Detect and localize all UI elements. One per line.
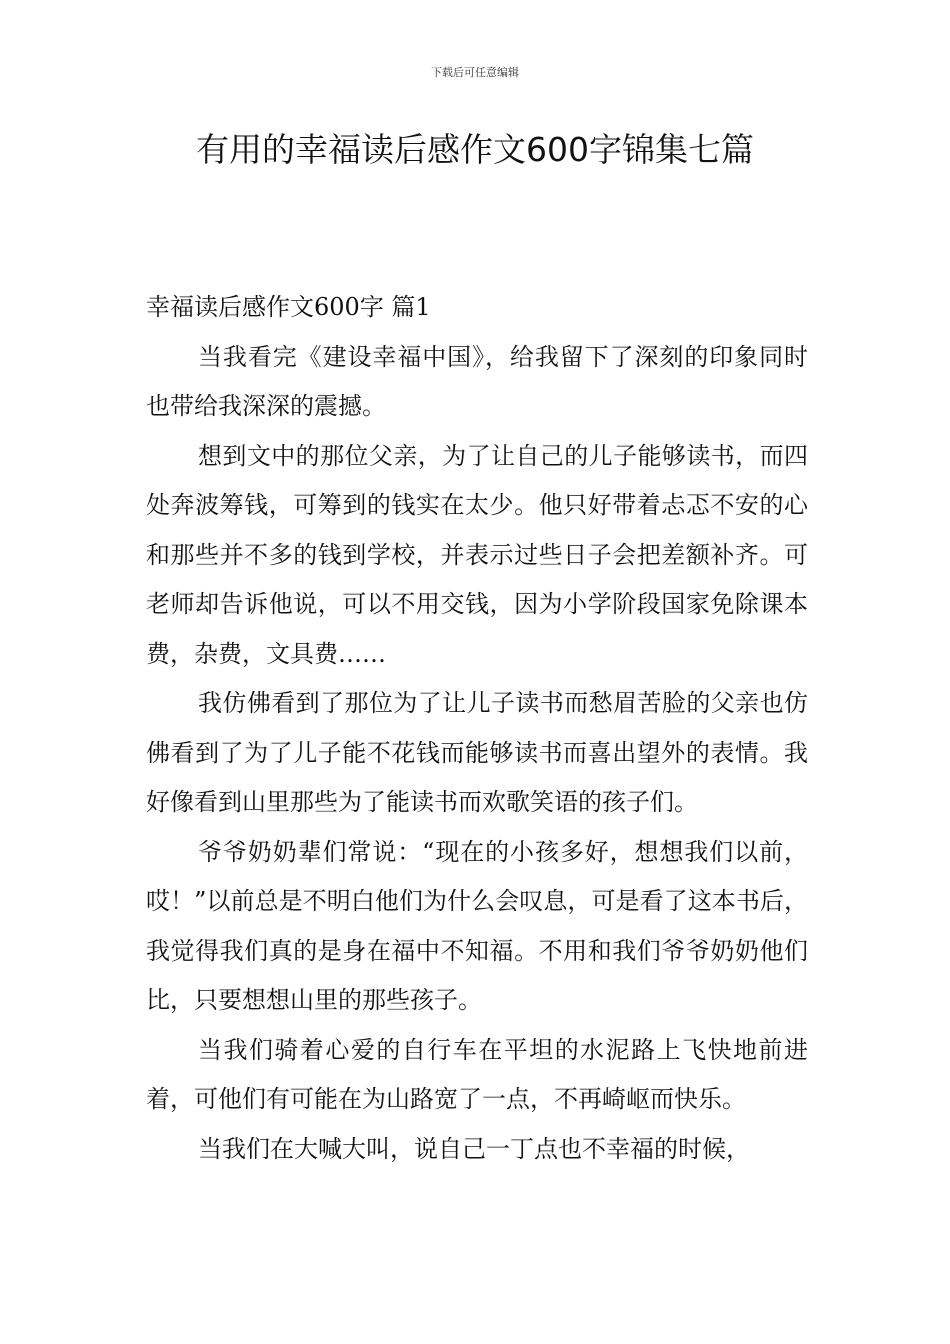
paragraph: 当我看完《建设幸福中国》，给我留下了深刻的印象同时也带给我深深的震撼。	[146, 342, 808, 420]
document-body	[146, 283, 808, 1174]
paragraph: 当我们在大喊大叫，说自己一丁点也不幸福的时候，	[198, 1134, 750, 1163]
paragraph: 我仿佛看到了那位为了让儿子读书而愁眉苦脸的父亲也仿佛看到了为了儿子能不花钱而能够读书而喜出望外的表情。我好像看到山里那些为了能读书而欢歌笑语的孩子们。	[146, 689, 808, 816]
section-heading: 幸福读后感作文600字 篇1	[146, 293, 431, 321]
paragraph: 爷爷奶奶辈们常说：“现在的小孩多好，想想我们以前，哎！”以前总是不明白他们为什么会叹息，可是看了这本书后，我觉得我们真的是身在福中不知福。不用和我们爷爷奶奶他们比，只要想想山里的那些孩子。	[146, 837, 808, 1014]
header-note: 下载后可任意编辑	[431, 66, 519, 79]
document-title: 有用的幸福读后感作文600字锦集七篇	[196, 130, 754, 169]
paragraph: 想到文中的那位父亲，为了让自己的儿子能够读书，而四处奔波筹钱，可筹到的钱实在太少。他只好带着忐忑不安的心和那些并不多的钱到学校，并表示过些日子会把差额补齐。可老师却告诉他说，可以不用交钱，因为小学阶段国家免除课本费，杂费，文具费……	[146, 441, 808, 668]
paragraph: 当我们骑着心爱的自行车在平坦的水泥路上飞快地前进着，可他们有可能在为山路宽了一点，不再崎岖而快乐。	[146, 1035, 808, 1113]
